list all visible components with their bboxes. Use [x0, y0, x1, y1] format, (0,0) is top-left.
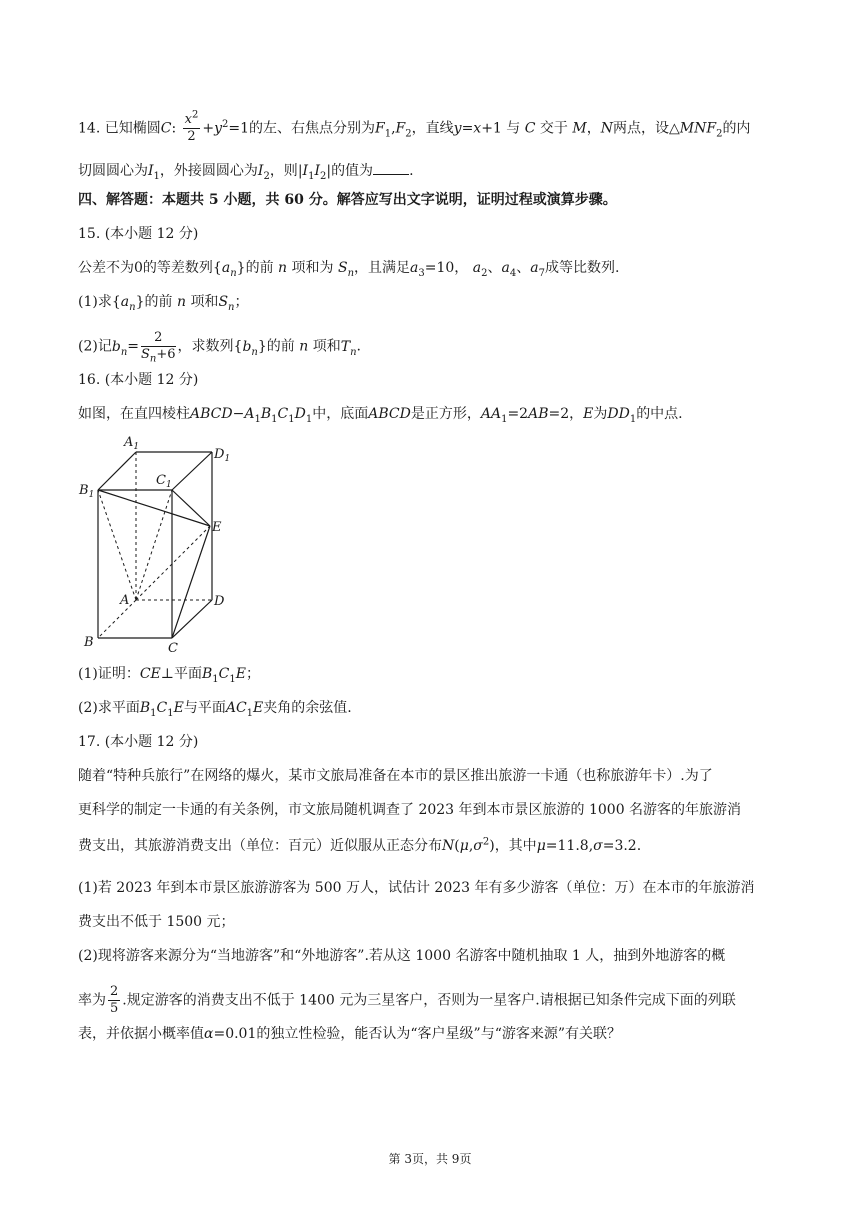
label-A: A: [120, 593, 130, 608]
q17-header: 17. (本小题 12 分): [78, 734, 199, 750]
q17-part-2a: (2)现将游客来源分为“当地游客”和“外地游客”.若从这 1000 名游客中随机抽取 1 人，抽到外地游客的概: [78, 948, 726, 964]
label-D1: $D_1$: [214, 447, 231, 464]
label-C: C: [168, 641, 178, 656]
section-4-heading: 四、解答题：本题共 5 小题，共 60 分。解答应写出文字说明，证明过程或演算步骤。: [78, 192, 617, 208]
fraction-x2-over-2: $\frac{x^2}{2}$: [184, 109, 199, 144]
q17-part-1b: 费支出不低于 1500 元；: [78, 914, 235, 930]
label-B1: $B_1$: [79, 483, 95, 500]
q16-part-1: (1)证明：CE⊥平面$B_1C_1E$；: [78, 666, 260, 685]
q14-text: 14. 已知椭圆: [78, 120, 161, 137]
page-footer: 第 3页，共 9页: [388, 1152, 472, 1166]
q14-line-1: 14. 已知椭圆C: $\frac{x^2}{2}$ $+y^2=1$的左、右焦点分别为$F_1,F_2$，直线y=x+1 与 C 交于 M，N两点，设$\triangle MNF_2$的内: [78, 109, 751, 144]
q15-header: 15. (本小题 12 分): [78, 226, 199, 242]
q16-header: 16. (本小题 12 分): [78, 372, 199, 388]
fraction-2-over-5: $\frac{2}{5}$: [110, 984, 119, 1016]
label-E: E: [212, 520, 222, 535]
q17-line-2: 更科学的制定一卡通的有关条例，市文旅局随机调查了 2023 年到本市景区旅游的 1000 名游客的年旅游消: [78, 802, 742, 818]
label-A1: $A_1$: [124, 435, 140, 452]
q17-part-1a: (1)若 2023 年到本市景区旅游游客为 500 万人，试估计 2023 年有多少游客（单位：万）在本市的年旅游消: [78, 880, 755, 896]
q16-part-2: (2)求平面$B_1C_1E$与平面$AC_1E$夹角的余弦值.: [78, 700, 352, 719]
answer-blank: [373, 160, 409, 175]
label-B: B: [84, 635, 94, 650]
q14-line-2: 切圆圆心为$I_1$，外接圆圆心为$I_2$，则$|I_1I_2|$的值为 .: [78, 160, 790, 181]
q17-line-1: 随着“特种兵旅行”在网络的爆火，某市文旅局准备在本市的景区推出旅游一卡通（也称旅游年卡）.为了: [78, 768, 713, 784]
label-C1: $C_1$: [156, 473, 172, 490]
q17-line-3: 费支出，其旅游消费支出（单位：百元）近似服从正态分布$N(\mu,\sigma^2)$，其中μ=11.8,σ=3.2.: [78, 836, 642, 854]
label-D: D: [214, 594, 225, 609]
q17-part-2c: 表，并依据小概率值α=0.01的独立性检验，能否认为“客户星级”与“游客来源”有关联？: [78, 1026, 622, 1042]
q15-stem: 公差不为0的等差数列$\{a_n\}$的前 n 项和为 $S_n$，且满足$a_3=10$， $a_2$、$a_4$、$a_7$成等比数列.: [78, 260, 620, 279]
q16-stem: 如图，在直四棱柱$ABCD-A_1B_1C_1D_1$中，底面ABCD是正方形，$AA_1=2AB=2$，E为$DD_1$的中点.: [78, 406, 683, 425]
q17-part-2b: 率为 $\frac{2}{5}$ .规定游客的消费支出不低于 1400 元为三星客户，否则为一星客户.请根据已知条件完成下面的列联: [78, 984, 736, 1016]
q15-part-1: (1)求$\{a_n\}$的前 n 项和$S_n$；: [78, 294, 249, 313]
q15-part-2: (2)记$b_n=$ $\frac{2}{S_n+6}$ ，求数列$\{b_n\}$的前 n 项和$T_n$.: [78, 330, 361, 365]
prism-figure: [76, 432, 246, 656]
fraction-2-over-sn6: $\frac{2}{S_n+6}$: [141, 330, 176, 365]
